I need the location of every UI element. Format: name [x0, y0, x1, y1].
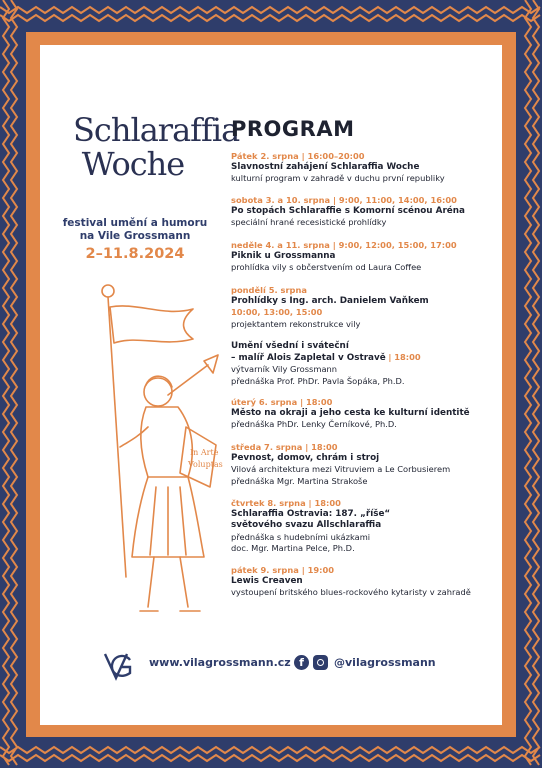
event-date: pondělí 5. srpna	[231, 285, 307, 295]
event-title: Slavnostní zahájení Schlaraffia Woche	[231, 162, 420, 173]
event-times: 10:00, 13:00, 15:00	[231, 307, 323, 318]
event-arena-tour	[231, 195, 493, 229]
event-title: Pevnost, domov, chrám i stroj	[231, 453, 380, 464]
event-date: úterý 6. srpna | 18:00	[231, 397, 333, 407]
festival-subtitle	[60, 217, 210, 243]
event-date: čtvrtek 8. srpna | 18:00	[231, 498, 341, 508]
event-title: Po stopách Schlaraffie s Komorní scénou Aréna	[231, 206, 465, 217]
event-time: | 18:00	[388, 352, 421, 363]
festival-line1: festival umění a humoru	[62, 217, 208, 229]
instagram-icon[interactable]	[313, 655, 328, 670]
event-opening	[231, 151, 493, 185]
facebook-icon[interactable]: f	[294, 655, 309, 670]
event-title-cont: – malíř Alois Zapletal v Ostravě	[231, 353, 386, 364]
event-desc: prohlídka vily s občerstvením od Laura Coffee	[231, 262, 422, 273]
event-date: pátek 9. srpna | 19:00	[231, 565, 335, 575]
banner-text-1: In Arte	[190, 448, 219, 457]
festival-dates: 2–11.8.2024	[85, 246, 185, 262]
event-desc: výtvarník Vily Grossmann	[231, 364, 338, 375]
event-title: Piknik u Grossmanna	[231, 251, 336, 262]
event-desc: přednáška Mgr. Martina Strakoše	[231, 475, 368, 486]
event-desc: přednáška Prof. PhDr. Pavla Šopáka, Ph.D.	[231, 375, 405, 386]
logo-line1: Schlaraffia	[73, 111, 240, 149]
event-date: neděle 4. a 11. srpna | 9:00, 12:00, 15:00, 17:00	[231, 240, 457, 250]
event-desc: projektantem rekonstrukce vily	[231, 318, 361, 329]
event-title: Prohlídky s Ing. arch. Danielem Vaňkem	[231, 296, 429, 307]
event-desc: přednáška PhDr. Lenky Černíkové, Ph.D.	[231, 419, 397, 430]
poster-sheet	[40, 45, 502, 725]
logo-line2: Woche	[81, 145, 185, 183]
event-city-identity	[231, 397, 493, 431]
schlaraffia-logo	[73, 111, 240, 183]
event-title: Město na okraji a jeho cesta ke kulturní identitě	[231, 408, 470, 419]
event-zapletal	[231, 341, 493, 387]
event-fortress	[231, 442, 493, 487]
vg-monogram-icon	[102, 651, 136, 681]
event-desc: kulturní program v zahradě v duchu první republiky	[231, 173, 445, 184]
event-desc: doc. Mgr. Martina Pelce, Ph.D.	[231, 542, 355, 553]
event-title: Lewis Creaven	[231, 576, 303, 587]
event-date: Pátek 2. srpna | 16:00–20:00	[231, 151, 365, 161]
event-desc: Vilová architektura mezi Vitruviem a Le Corbusierem	[231, 464, 451, 475]
event-title: Schlaraffia Ostravia: 187. „říše“	[231, 509, 391, 520]
website-link[interactable]: www.vilagrossmann.cz	[149, 656, 291, 669]
event-title-cont: světového svazu Allschlaraffia	[231, 520, 382, 531]
event-desc: speciální hrané recesistické prohlídky	[231, 217, 387, 228]
footer	[40, 645, 502, 685]
event-lewis-creaven	[231, 565, 493, 599]
event-desc: přednáška s hudebními ukázkami	[231, 531, 371, 542]
event-date: sobota 3. a 10. srpna | 9:00, 11:00, 14:00, 16:00	[231, 195, 457, 205]
social-handle-link[interactable]: @vilagrossmann	[334, 656, 436, 669]
herald-illustration	[68, 277, 228, 637]
event-title: Umění všední i sváteční	[231, 341, 349, 351]
event-schlaraffia-ostravia	[231, 498, 493, 554]
event-desc: vystoupení britského blues-rockového kytaristy v zahradě	[231, 587, 471, 598]
festival-line2: na Vile Grossmann	[79, 230, 191, 242]
event-picnic	[231, 240, 493, 274]
program-heading: PROGRAM	[231, 117, 355, 141]
event-date: středa 7. srpna | 18:00	[231, 442, 338, 452]
banner-text-2: Voluptas	[188, 460, 223, 469]
event-architect-tour	[231, 285, 493, 330]
